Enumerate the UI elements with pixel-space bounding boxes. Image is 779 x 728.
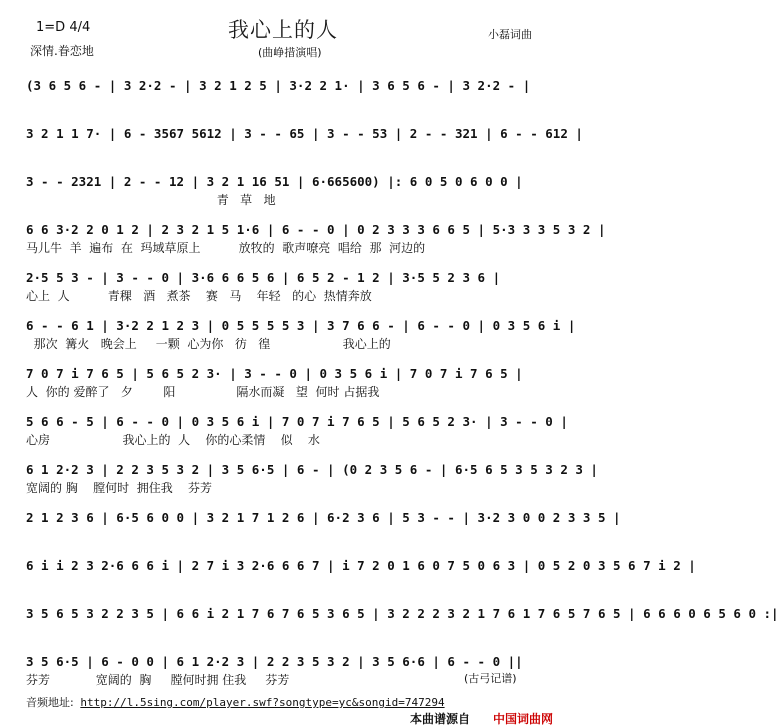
lyric-row: 那次 篝火 晚会上 一颗 心为你 彷 徨 我心上的 xyxy=(26,337,391,351)
notation-row: 2·5 5 3 - | 3 - - 0 | 3·6 6 6 5 6 | 6 5 2 - 1 2 | 3·5 5 2 3 6 | xyxy=(26,270,501,285)
song-title: 我心上的人 xyxy=(228,18,338,42)
lyric-row: 芬芳 宽阔的 胸 膛何时拥 住我 芬芳 xyxy=(26,673,290,687)
audio-label: 音频地址: xyxy=(26,696,74,709)
notation-row: 5 6 6 - 5 | 6 - - 0 | 0 3 5 6 i | 7 0 7 i 7 6 5 | 5 6 5 2 3· | 3 - - 0 | xyxy=(26,414,568,429)
notation-row: 6 6 3·2 2 0 1 2 | 2 3 2 1 5 1·6 | 6 - - 0 | 0 2 3 3 3 6 6 5 | 5·3 3 3 5 3 2 | xyxy=(26,222,606,237)
lyric-row: 人 你的 爱醉了 夕 阳 隔水而凝 望 何时 占据我 xyxy=(26,385,380,399)
footer-site[interactable]: 中国词曲网 xyxy=(493,712,554,726)
lyric-row: 心上 人 青稞 酒 煮茶 赛 马 年轻 的心 热情奔放 xyxy=(26,289,372,303)
composer-credit: 小磊词曲 xyxy=(488,28,532,41)
notation-row: 3 5 6 5 3 2 2 3 5 | 6 6 i 2 1 7 6 7 6 5 3 6 5 | 3 2 2 2 3 2 1 7 6 1 7 6 5 7 6 5 | 6 6 6 0 6 5 6 0 :| xyxy=(26,606,779,621)
mood-marking: 深情.眷恋地 xyxy=(30,44,94,58)
notation-row: 6 1 2·2 3 | 2 2 3 5 3 2 | 3 5 6·5 | 6 - | (0 2 3 5 6 - | 6·5 6 5 3 5 3 2 3 | xyxy=(26,462,598,477)
performer-subtitle: (曲峥措演唱) xyxy=(258,46,322,59)
audio-address xyxy=(26,694,445,710)
transcriber-credit: (古弓记谱) xyxy=(464,672,517,685)
audio-link[interactable]: http://l.5sing.com/player.swf?songtype=yc&songid=747294 xyxy=(80,696,445,709)
notation-row: (3 6 5 6 - | 3 2·2 - | 3 2 1 2 5 | 3·2 2 1· | 3 6 5 6 - | 3 2·2 - | xyxy=(26,78,531,93)
key-signature xyxy=(36,20,90,35)
notation-row: 7 0 7 i 7 6 5 | 5 6 5 2 3· | 3 - - 0 | 0 3 5 6 i | 7 0 7 i 7 6 5 | xyxy=(26,366,523,381)
key-text: 1=D xyxy=(36,20,66,35)
notation-row: 3 5 6·5 | 6 - 0 0 | 6 1 2·2 3 | 2 2 3 5 3 2 | 3 5 6·6 | 6 - - 0 || xyxy=(26,654,523,669)
lyric-row: 马儿牛 羊 遍布 在 玛域草原上 放牧的 歌声嘹亮 唱给 那 河边的 xyxy=(26,241,426,255)
meter-text: 4/4 xyxy=(69,20,91,35)
notation-row: 3 2 1 1 7· | 6 - 3567 5612 | 3 - - 65 | 3 - - 53 | 2 - - 321 | 6 - - 612 | xyxy=(26,126,583,141)
notation-row: 6 - - 6 1 | 3·2 2 1 2 3 | 0 5 5 5 5 3 | 3 7 6 6 - | 6 - - 0 | 0 3 5 6 i | xyxy=(26,318,576,333)
lyric-row: 宽阔的 胸 膛何时 拥住我 芬芳 xyxy=(26,481,212,495)
notation-row: 6 i i 2 3 2·6 6 6 i | 2 7 i 3 2·6 6 6 7 | i 7 2 0 1 6 0 7 5 0 6 3 | 0 5 2 0 3 5 6 7 i 2 | xyxy=(26,558,696,573)
lyric-row: 青 草 地 xyxy=(26,193,276,207)
lyric-row: 心房 我心上的 人 你的心柔情 似 水 xyxy=(26,433,320,447)
footer-source: 本曲谱源自 xyxy=(410,712,471,726)
notation-row: 3 - - 2321 | 2 - - 12 | 3 2 1 16 51 | 6·665600) |: 6 0 5 0 6 0 0 | xyxy=(26,174,523,189)
notation-row: 2 1 2 3 6 | 6·5 6 0 0 | 3 2 1 7 1 2 6 | 6·2 3 6 | 5 3 - - | 3·2 3 0 0 2 3 3 5 | xyxy=(26,510,621,525)
